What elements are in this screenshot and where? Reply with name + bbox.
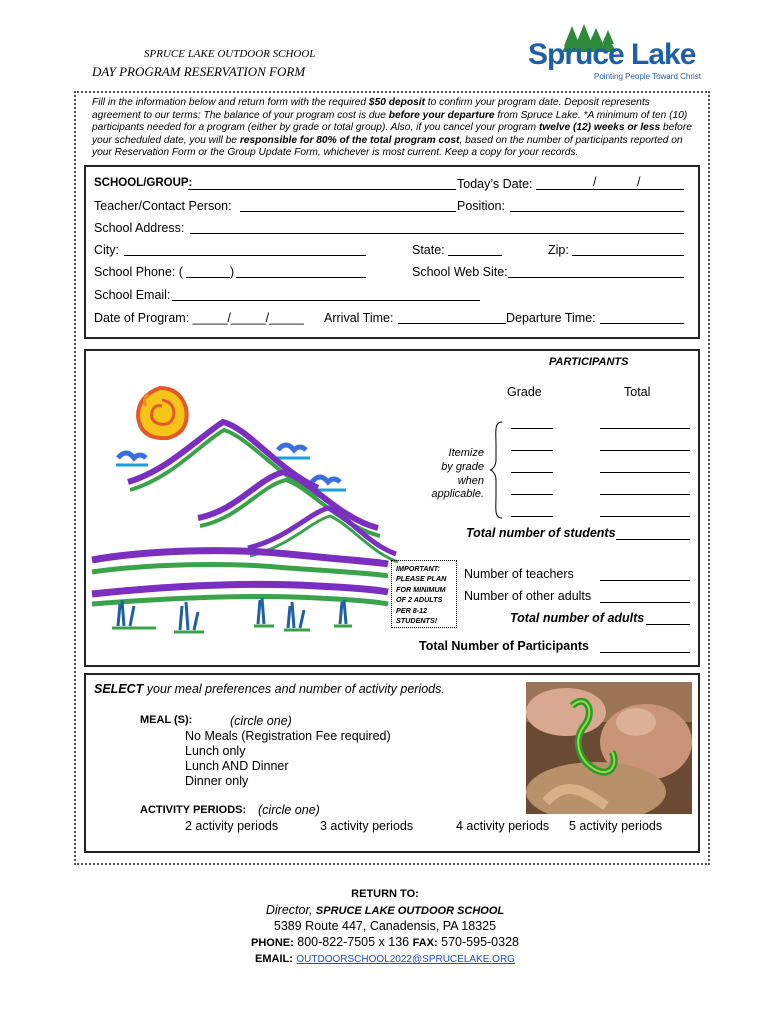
todays-date-field[interactable] [536, 189, 684, 190]
email-label: School Email: [94, 288, 171, 302]
other-adults-label: Number of other adults [464, 589, 592, 603]
city-label: City: [94, 243, 119, 257]
meal-option[interactable]: No Meals (Registration Fee required) [185, 729, 391, 743]
total-field[interactable] [600, 472, 690, 473]
total-field[interactable] [600, 450, 690, 451]
meal-option[interactable]: Lunch AND Dinner [185, 759, 289, 773]
teachers-label: Number of teachers [464, 567, 574, 581]
email-line: EMAIL: OUTDOORSCHOOL2022@SPRUCELAKE.ORG [255, 953, 515, 965]
meal-option[interactable]: Dinner only [185, 774, 249, 788]
grade-field[interactable] [511, 494, 553, 495]
departure-label: Departure Time: [506, 311, 596, 325]
arrival-field[interactable] [398, 323, 506, 324]
activity-label: ACTIVITY PERIODS: [140, 804, 247, 816]
meal-circle-one: (circle one) [230, 714, 292, 728]
total-students-label: Total number of students [466, 526, 616, 540]
position-label: Position: [457, 199, 505, 213]
return-address [0, 887, 770, 968]
phone-number-field[interactable] [236, 277, 366, 278]
address-field[interactable] [190, 233, 684, 234]
grade-field[interactable] [511, 450, 553, 451]
total-field[interactable] [600, 494, 690, 495]
address-label: School Address: [94, 221, 185, 235]
snake-photo [526, 682, 692, 814]
grade-header: Grade [507, 385, 542, 399]
logo-tagline: Pointing People Toward Christ [594, 72, 702, 81]
phone-area-field[interactable] [186, 277, 230, 278]
teacher-label: Teacher/Contact Person: [94, 199, 232, 213]
important-note: IMPORTANT: PLEASE PLAN FOR MINIMUM OF 2 ADULTS PER 8-12 STUDENTS! [391, 560, 457, 628]
curly-brace [488, 420, 506, 520]
total-students-field[interactable] [616, 539, 690, 540]
logo-text: Spruce Lake [528, 38, 696, 71]
activity-option[interactable]: 4 activity periods [456, 819, 550, 833]
activity-option[interactable]: 2 activity periods [185, 819, 279, 833]
phone-fax-line: PHONE: 800-822-7505 x 136 FAX: 570-595-0328 [250, 934, 519, 949]
intro-paragraph: Fill in the information below and return form with the required $50 deposit to confirm your program date. Deposit represents agreement to our terms: The balance of your program cost is due before your departure from Spruce Lake. *A minimum of ten (10) participants needed for a program (either by grade or total group). Also, if you cancel your program twelve (12) weeks or less before your scheduled date, you will be responsible for 80% of the total program cost, based on the number of participants reported on your Reservation Form or the Group Update Form, whichever is most current. Keep a copy for your records. [92, 97, 692, 159]
return-to-label: RETURN TO: [351, 888, 419, 900]
departure-field[interactable] [600, 323, 684, 324]
todays-date-label: Today’s Date: [457, 177, 533, 191]
phone-paren: ) [230, 265, 235, 279]
cloud-icon [276, 445, 310, 458]
grade-field[interactable] [511, 516, 553, 517]
position-field[interactable] [510, 211, 684, 212]
teachers-field[interactable] [600, 580, 690, 581]
arrival-label: Arrival Time: [324, 311, 394, 325]
activity-option[interactable]: 5 activity periods [569, 819, 663, 833]
school-title: SPRUCE LAKE OUTDOOR SCHOOL [144, 48, 316, 60]
date-slash: / [637, 175, 641, 189]
total-participants-label: Total Number of Participants [419, 639, 589, 653]
total-adults-label: Total number of adults [510, 611, 645, 625]
school-group-label: SCHOOL/GROUP: [94, 177, 193, 189]
phone-label: School Phone: ( [94, 265, 183, 279]
cloud-icon [116, 453, 148, 465]
email-field[interactable] [172, 300, 480, 301]
street-address: 5389 Route 447, Canadensis, PA 18325 [273, 919, 497, 933]
total-adults-field[interactable] [646, 624, 690, 625]
sun-icon [138, 388, 187, 438]
teacher-field[interactable] [240, 211, 456, 212]
other-adults-field[interactable] [600, 602, 690, 603]
total-header: Total [624, 385, 651, 399]
email-link[interactable]: OUTDOORSCHOOL2022@SPRUCELAKE.ORG [296, 954, 515, 965]
meal-option[interactable]: Lunch only [185, 744, 246, 758]
program-date-label[interactable]: Date of Program: _____/_____/_____ [94, 311, 304, 325]
meal-label: MEAL (S): [140, 714, 193, 726]
itemize-note: Itemize by grade when applicable. [431, 447, 484, 501]
director-line: Director, SPRUCE LAKE OUTDOOR SCHOOL [265, 902, 505, 917]
participants-title: PARTICIPANTS [549, 356, 629, 368]
website-field[interactable] [508, 277, 684, 278]
total-participants-field[interactable] [600, 652, 690, 653]
grade-field[interactable] [511, 472, 553, 473]
state-field[interactable] [448, 255, 502, 256]
state-label: State: [412, 243, 445, 257]
school-group-field[interactable] [188, 189, 456, 190]
select-instruction: SELECT your meal preferences and number of activity periods. [94, 682, 445, 696]
grade-field[interactable] [511, 428, 553, 429]
total-field[interactable] [600, 516, 690, 517]
form-title: DAY PROGRAM RESERVATION FORM [92, 64, 306, 79]
spruce-lake-logo [524, 24, 706, 86]
activity-circle-one: (circle one) [258, 803, 320, 817]
total-field[interactable] [600, 428, 690, 429]
activity-option[interactable]: 3 activity periods [320, 819, 414, 833]
city-field[interactable] [124, 255, 366, 256]
zip-field[interactable] [572, 255, 684, 256]
website-label: School Web Site: [412, 265, 508, 279]
date-slash: / [593, 175, 597, 189]
zip-label: Zip: [548, 243, 569, 257]
